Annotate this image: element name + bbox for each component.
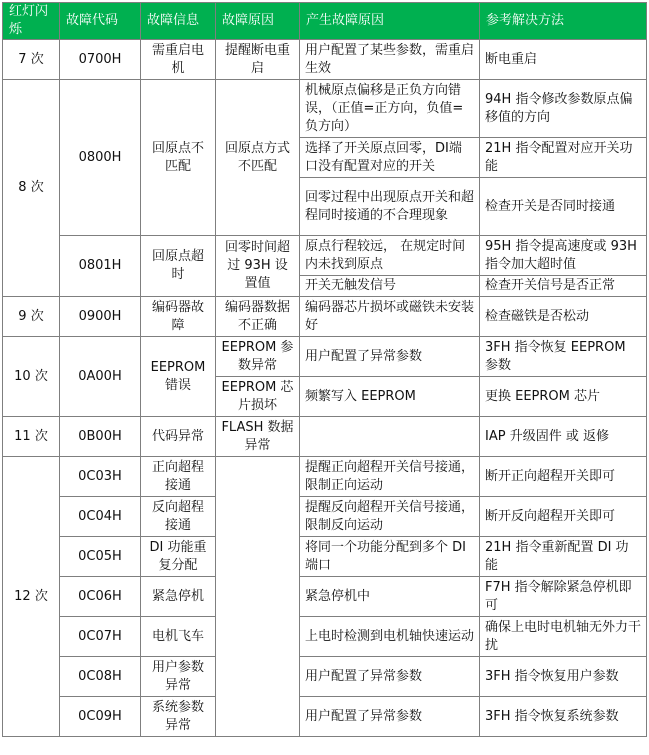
fault-code: 0B00H — [60, 417, 141, 457]
fault-reason: EEPROM 参数异常 — [216, 337, 300, 377]
fault-reason: 回零时间超过 93H 设置值 — [216, 236, 300, 297]
fault-cause: 机械原点偏移是正负方向错误，（正值=正方向，负值=负方向） — [300, 80, 480, 138]
fault-cause: 提醒正向超程开关信号接通，限制正向运动 — [300, 457, 480, 497]
fault-info: 反向超程接通 — [141, 497, 216, 537]
header-info: 故障信息 — [141, 3, 216, 40]
fault-cause: 上电时检测到电机轴快速运动 — [300, 617, 480, 657]
fault-code: 0C09H — [60, 697, 141, 737]
table-row — [3, 297, 647, 337]
fault-solution: 21H 指令配置对应开关功能 — [480, 138, 647, 178]
flash-count: 8 次 — [3, 80, 60, 297]
fault-cause: 频繁写入 EEPROM — [300, 377, 480, 417]
table-row — [3, 577, 647, 617]
flash-count: 9 次 — [3, 297, 60, 337]
fault-cause: 编码器芯片损坏或磁铁未安装好 — [300, 297, 480, 337]
fault-solution: 确保上电时电机轴无外力干扰 — [480, 617, 647, 657]
fault-solution: 3FH 指令恢复系统参数 — [480, 697, 647, 737]
fault-cause: 回零过程中出现原点开关和超程同时接通的不合理现象 — [300, 178, 480, 236]
table-row — [3, 40, 647, 80]
table-row — [3, 457, 647, 497]
fault-cause: 用户配置了某些参数，需重启生效 — [300, 40, 480, 80]
table-row — [3, 236, 647, 276]
fault-info: EEPROM 错误 — [141, 337, 216, 417]
table-row — [3, 617, 647, 657]
table-row — [3, 657, 647, 697]
table-row — [3, 537, 647, 577]
fault-solution: 21H 指令重新配置 DI 功能 — [480, 537, 647, 577]
fault-solution: F7H 指令解除紧急停机即可 — [480, 577, 647, 617]
fault-info: 编码器故障 — [141, 297, 216, 337]
fault-solution: 更换 EEPROM 芯片 — [480, 377, 647, 417]
fault-cause: 开关无触发信号 — [300, 276, 480, 297]
header-solution: 参考解决方法 — [480, 3, 647, 40]
fault-info: 代码异常 — [141, 417, 216, 457]
fault-reason: EEPROM 芯片损坏 — [216, 377, 300, 417]
flash-count: 11 次 — [3, 417, 60, 457]
fault-code: 0C04H — [60, 497, 141, 537]
fault-reason: 编码器数据不正确 — [216, 297, 300, 337]
fault-code: 0900H — [60, 297, 141, 337]
fault-reason: 提醒断电重启 — [216, 40, 300, 80]
fault-solution: 3FH 指令恢复 EEPROM 参数 — [480, 337, 647, 377]
fault-info: 紧急停机 — [141, 577, 216, 617]
fault-cause: 原点行程较远， 在规定时间内未找到原点 — [300, 236, 480, 276]
fault-cause: 选择了开关原点回零，DI端口没有配置对应的开关 — [300, 138, 480, 178]
fault-code: 0C07H — [60, 617, 141, 657]
fault-code: 0C05H — [60, 537, 141, 577]
fault-cause: 紧急停机中 — [300, 577, 480, 617]
fault-solution: 检查开关信号是否正常 — [480, 276, 647, 297]
fault-info: 回原点不匹配 — [141, 80, 216, 236]
fault-solution: 3FH 指令恢复用户参数 — [480, 657, 647, 697]
fault-info: 系统参数异常 — [141, 697, 216, 737]
fault-cause: 用户配置了异常参数 — [300, 697, 480, 737]
fault-cause: 用户配置了异常参数 — [300, 657, 480, 697]
fault-code: 0A00H — [60, 337, 141, 417]
fault-code: 0700H — [60, 40, 141, 80]
table-row — [3, 697, 647, 737]
fault-cause: 将同一个功能分配到多个 DI 端口 — [300, 537, 480, 577]
table-row — [3, 80, 647, 138]
fault-info: DI 功能重复分配 — [141, 537, 216, 577]
fault-cause: 用户配置了异常参数 — [300, 337, 480, 377]
header-row — [3, 3, 647, 40]
header-flash: 红灯闪烁 — [3, 3, 60, 40]
fault-info: 用户参数异常 — [141, 657, 216, 697]
fault-code: 0C03H — [60, 457, 141, 497]
fault-solution: IAP 升级固件 或 返修 — [480, 417, 647, 457]
table-row — [3, 417, 647, 457]
table-row — [3, 497, 647, 537]
fault-reason — [216, 457, 300, 737]
flash-count: 10 次 — [3, 337, 60, 417]
flash-count: 7 次 — [3, 40, 60, 80]
fault-solution: 检查磁铁是否松动 — [480, 297, 647, 337]
header-reason: 故障原因 — [216, 3, 300, 40]
fault-info: 需重启电机 — [141, 40, 216, 80]
fault-solution: 95H 指令提高速度或 93H 指令加大超时值 — [480, 236, 647, 276]
fault-solution: 断开正向超程开关即可 — [480, 457, 647, 497]
fault-code: 0801H — [60, 236, 141, 297]
fault-code: 0800H — [60, 80, 141, 236]
fault-solution: 断电重启 — [480, 40, 647, 80]
fault-solution: 断开反向超程开关即可 — [480, 497, 647, 537]
header-cause: 产生故障原因 — [300, 3, 480, 40]
fault-code: 0C08H — [60, 657, 141, 697]
table-row — [3, 337, 647, 377]
fault-solution: 94H 指令修改参数原点偏移值的方向 — [480, 80, 647, 138]
fault-reason: 回原点方式不匹配 — [216, 80, 300, 236]
flash-count: 12 次 — [3, 457, 60, 737]
fault-info: 回原点超时 — [141, 236, 216, 297]
fault-code: 0C06H — [60, 577, 141, 617]
fault-info: 正向超程接通 — [141, 457, 216, 497]
fault-cause — [300, 417, 480, 457]
fault-code-table — [2, 2, 647, 737]
fault-solution: 检查开关是否同时接通 — [480, 178, 647, 236]
header-code: 故障代码 — [60, 3, 141, 40]
fault-info: 电机飞车 — [141, 617, 216, 657]
fault-reason: FLASH 数据异常 — [216, 417, 300, 457]
fault-cause: 提醒反向超程开关信号接通，限制反向运动 — [300, 497, 480, 537]
